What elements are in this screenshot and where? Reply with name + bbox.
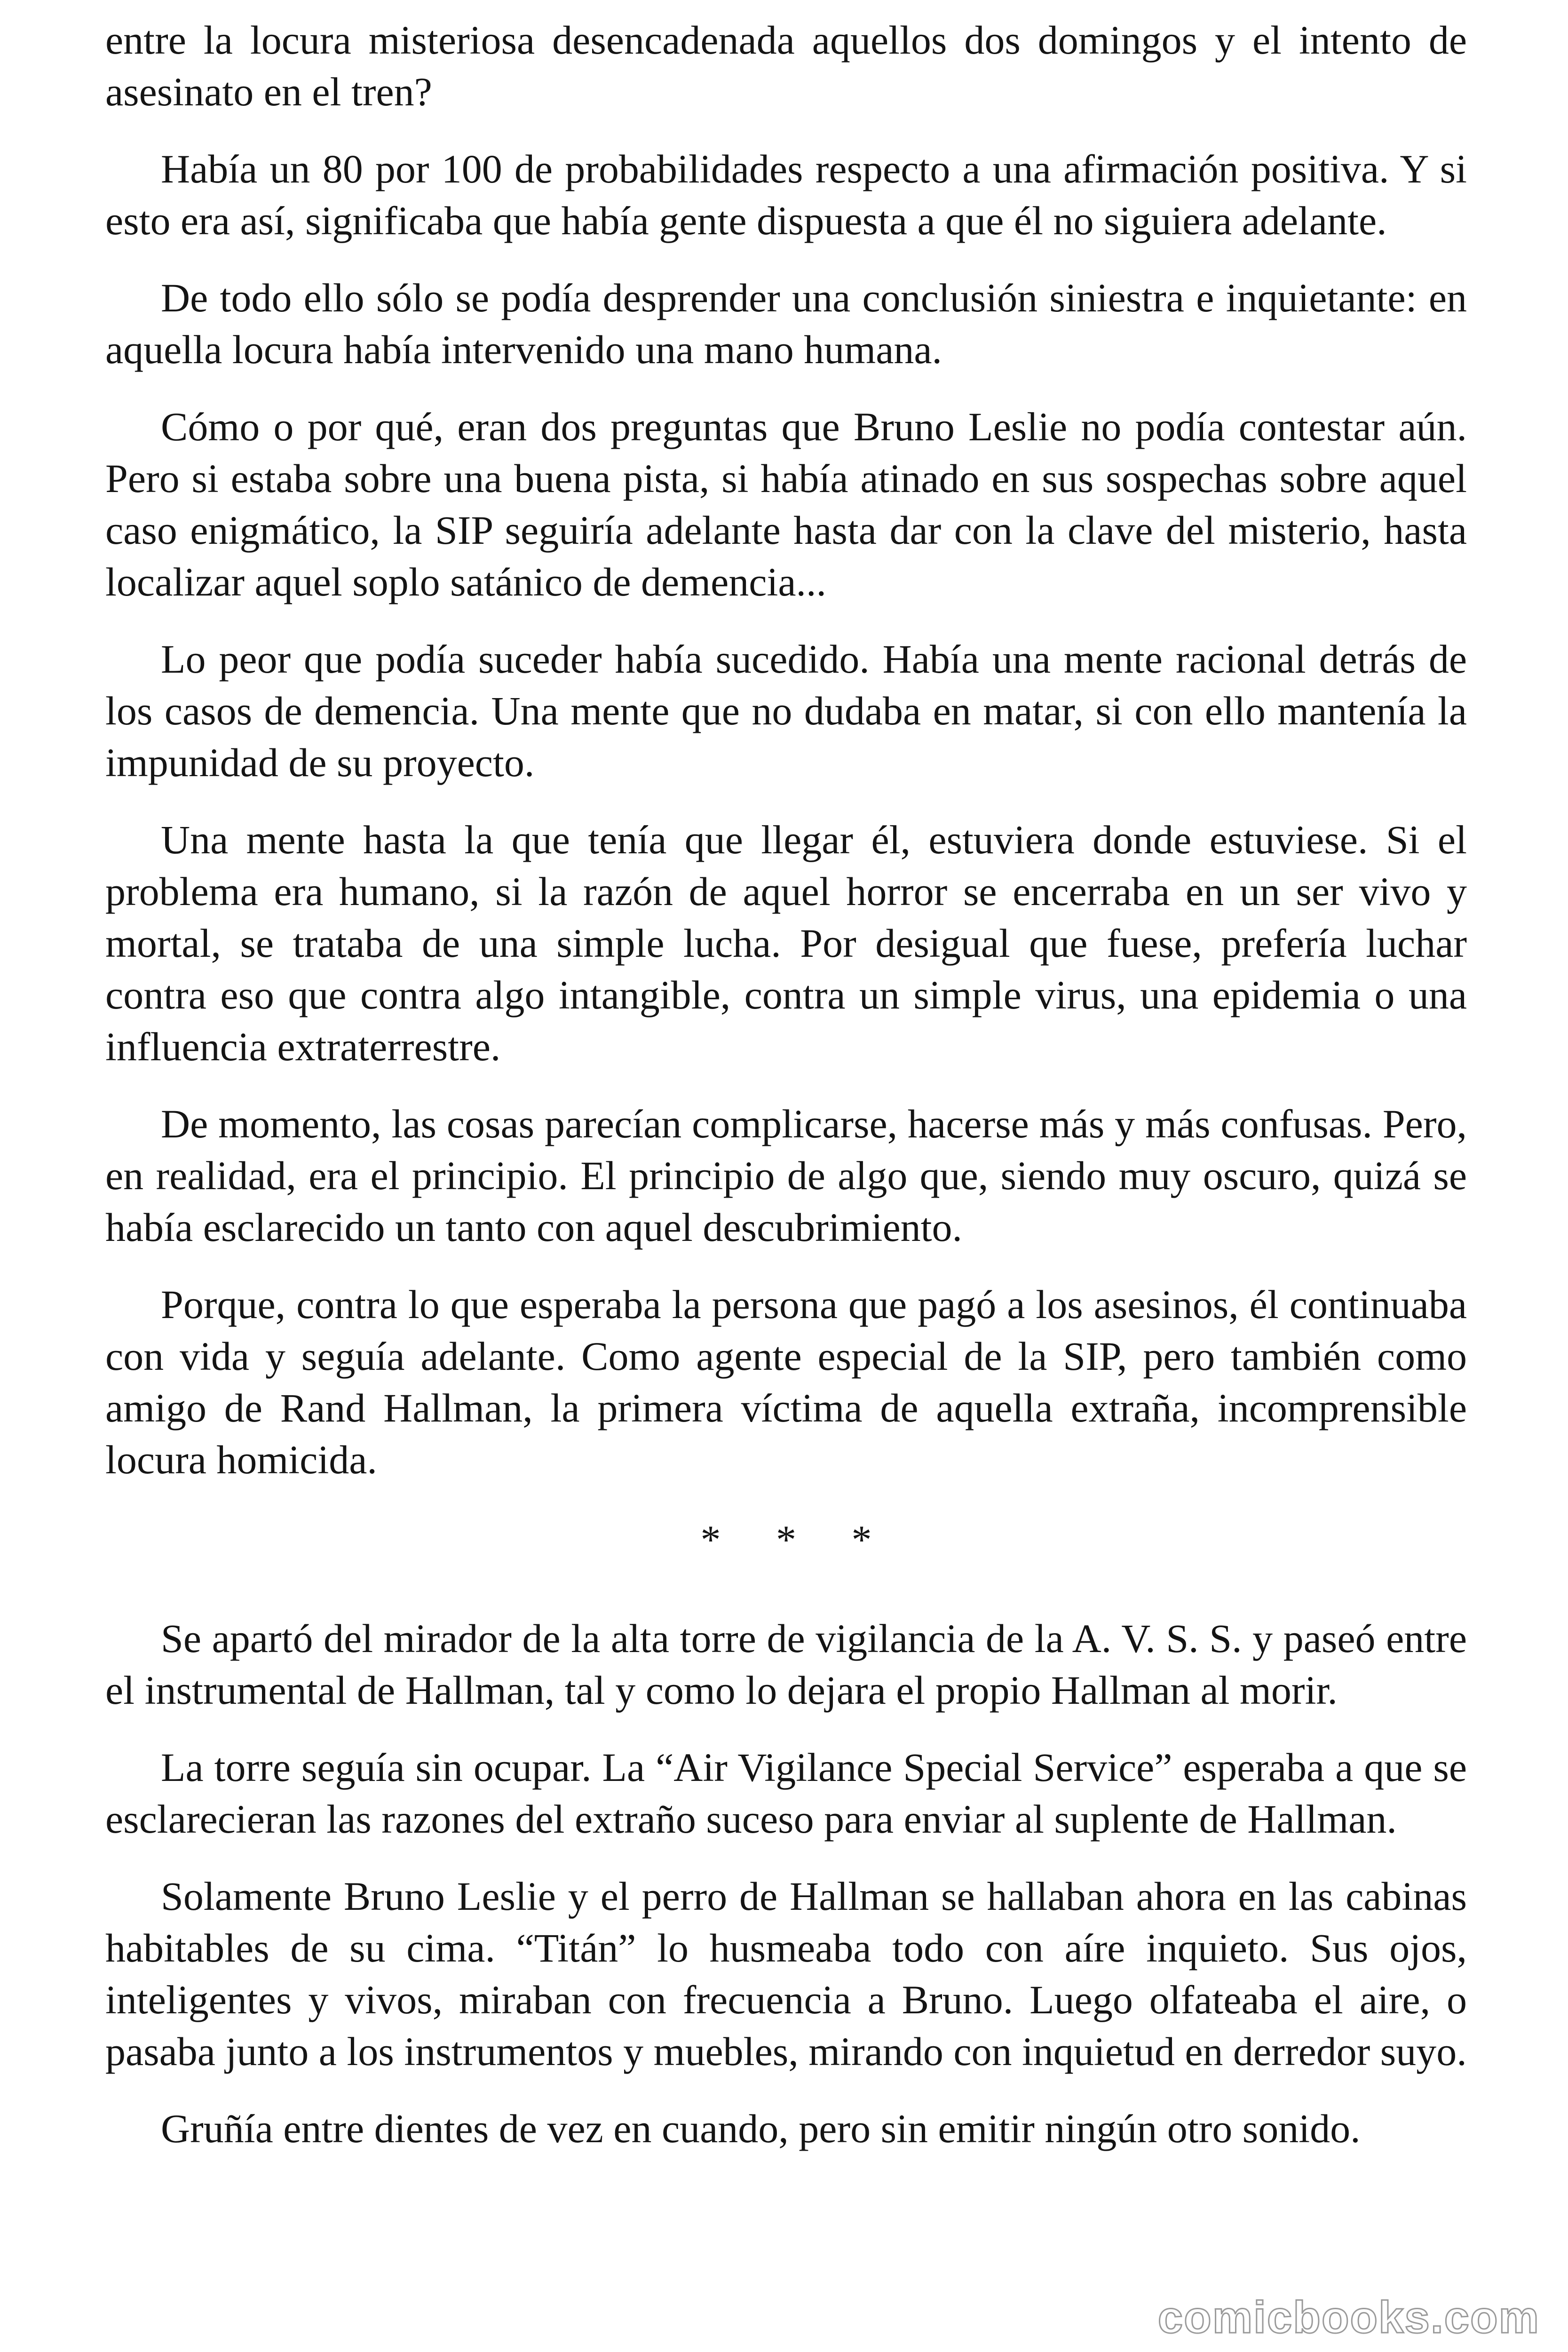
paragraph: De todo ello sólo se podía desprender una conclusión siniestra e inquietante: en aquella locura había intervenido una mano humana. <box>105 275 1467 372</box>
paragraph: Una mente hasta la que tenía que llegar él, estuviera donde estuviese. Si el problema era humano, si la razón de aquel horror se encerraba en un ser vivo y mortal, se trataba de una simple lucha. Por desigual que fuese, prefería luchar contra eso que contra algo intangible, contra un simple virus, una epidemia o una influencia extraterrestre. <box>105 817 1467 1069</box>
paragraph: Gruñía entre dientes de vez en cuando, pero sin emitir ningún otro sonido. <box>161 2106 1361 2151</box>
paragraph: De momento, las cosas parecían complicarse, hacerse más y más confusas. Pero, en realidad, era el principio. El principio de algo que, siendo muy oscuro, quizá se había esclarecido un tanto con aquel descubrimiento. <box>105 1101 1467 1250</box>
page-text <box>105 14 1467 2180</box>
paragraph: entre la locura misteriosa desencadenada aquellos dos domingos y el intento de asesinato en el tren? <box>105 17 1467 114</box>
section-separator <box>105 1514 1467 1565</box>
separator-asterisk: * <box>776 1517 796 1562</box>
paragraph: Cómo o por qué, eran dos preguntas que Bruno Leslie no podía contestar aún. Pero si estaba sobre una buena pista, si había atinado en sus sospechas sobre aquel caso enigmático, la SIP seguiría adelante hasta dar con la clave del misterio, hasta localizar aquel soplo satánico de demencia... <box>105 404 1467 604</box>
paragraph: Porque, contra lo que esperaba la persona que pagó a los asesinos, él continuaba con vida y seguía adelante. Como agente especial de la SIP, pero también como amigo de Rand Hallman, la primera víctima de aquella extraña, incomprensible locura homicida. <box>105 1282 1467 1482</box>
separator-asterisk: * <box>700 1517 721 1562</box>
site-watermark: comicbooks.com <box>1157 2292 1540 2343</box>
paragraph: La torre seguía sin ocupar. La “Air Vigilance Special Service” esperaba a que se esclarecieran las razones del extraño suceso para enviar al suplente de Hallman. <box>105 1745 1467 1842</box>
paragraph: Se apartó del mirador de la alta torre de vigilancia de la A. V. S. S. y paseó entre el instrumental de Hallman, tal y como lo dejara el propio Hallman al morir. <box>105 1616 1467 1713</box>
separator-asterisk: * <box>851 1517 872 1562</box>
paragraph: Había un 80 por 100 de probabilidades respecto a una afirmación positiva. Y si esto era así, significaba que había gente dispuesta a que él no siguiera adelante. <box>105 146 1467 243</box>
paragraph: Lo peor que podía suceder había sucedido. Había una mente racional detrás de los casos de demencia. Una mente que no dudaba en matar, si con ello mantenía la impunidad de su proyecto. <box>105 636 1467 785</box>
paragraph: Solamente Bruno Leslie y el perro de Hallman se hallaban ahora en las cabinas habitables de su cima. “Titán” lo husmeaba todo con aíre inquieto. Sus ojos, inteligentes y vivos, miraban con frecuencia a Bruno. Luego olfateaba el aire, o pasaba junto a los instrumentos y muebles, mirando con inquietud en derredor suyo. <box>105 1874 1467 2074</box>
